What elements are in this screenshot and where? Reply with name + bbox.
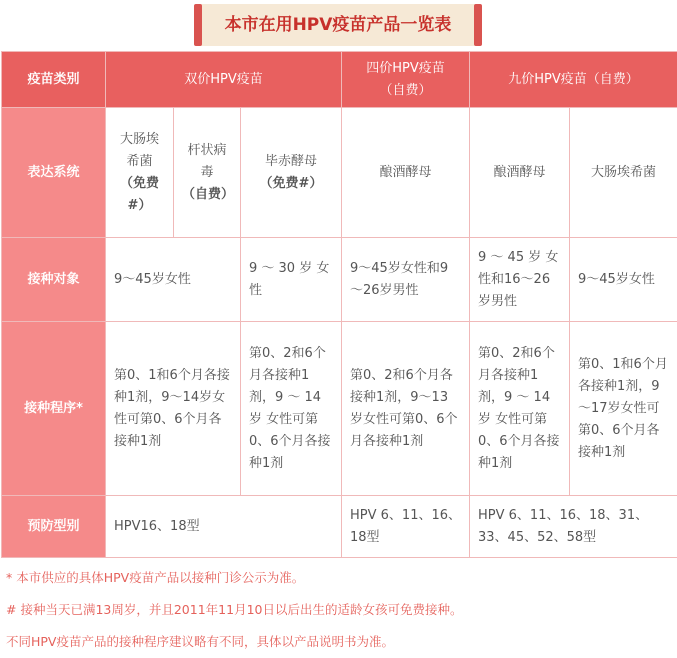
header-quadrivalent-paid: （自费）: [379, 82, 432, 98]
expr-bivalent-2: [174, 108, 241, 238]
target-bivalent-12: 9～45岁女性: [106, 238, 241, 322]
footnote-hash: # 接种当天已满13周岁，并且2011年11月10日以后出生的适龄女孩可免费接种。: [6, 602, 463, 617]
row-label-prevention: 预防型别: [2, 496, 106, 558]
header-quadrivalent-name: 四价HPV疫苗: [366, 60, 445, 76]
expr-b2-paid: （自费）: [182, 186, 235, 202]
expr-nonavalent-1: 酿酒酵母: [470, 108, 570, 238]
target-quadrivalent: 9～45岁女性和9～26岁男性: [342, 238, 470, 322]
banner-left-bar: [194, 4, 202, 46]
row-label-schedule: 接种程序*: [2, 322, 106, 496]
header-row: [2, 52, 677, 108]
schedule-nonavalent-2: 第0、1和6个月各接种1剂，9～17岁女性可第0、6个月各接种1剂: [570, 322, 677, 496]
expr-bivalent-1: [106, 108, 174, 238]
schedule-bivalent-12: 第0、1和6个月各接种1剂，9～14岁女性可第0、6个月各接种1剂: [106, 322, 241, 496]
row-prevention: [2, 496, 677, 558]
header-bivalent: 双价HPV疫苗: [106, 52, 342, 108]
expr-bivalent-3: [241, 108, 342, 238]
prevention-nonavalent: HPV 6、11、16、18、31、33、45、52、58型: [470, 496, 677, 558]
row-schedule: [2, 322, 677, 496]
header-quadrivalent: [342, 52, 470, 108]
target-nonavalent-2: 9～45岁女性: [570, 238, 677, 322]
title-banner: [194, 4, 482, 46]
row-target: [2, 238, 677, 322]
expr-nonavalent-2: 大肠埃希菌: [570, 108, 677, 238]
expr-quadrivalent: 酿酒酵母: [342, 108, 470, 238]
row-expression: [2, 108, 677, 238]
banner-right-bar: [474, 4, 482, 46]
header-category: 疫苗类别: [2, 52, 106, 108]
header-nonavalent: 九价HPV疫苗（自费）: [470, 52, 677, 108]
target-bivalent-3: 9 ～ 30 岁 女性: [241, 238, 342, 322]
schedule-quadrivalent: 第0、2和6个月各接种1剂，9～13岁女性可第0、6个月各接种1剂: [342, 322, 470, 496]
expr-b2-name: 杆状病毒: [187, 142, 227, 180]
footnote-star: * 本市供应的具体HPV疫苗产品以接种门诊公示为准。: [6, 570, 305, 585]
footnote-schedule: 不同HPV疫苗产品的接种程序建议略有不同，具体以产品说明书为准。: [6, 634, 394, 649]
expr-b3-free: （免费#）: [259, 175, 323, 191]
expr-b1-name: 大肠埃希菌: [119, 131, 159, 169]
vaccine-table: [1, 51, 677, 558]
prevention-bivalent: HPV16、18型: [106, 496, 342, 558]
prevention-quadrivalent: HPV 6、11、16、18型: [342, 496, 470, 558]
row-label-target: 接种对象: [2, 238, 106, 322]
expr-b1-free: （免费#）: [119, 175, 159, 213]
schedule-nonavalent-1: 第0、2和6个月各接种1剂，9 ～ 14 岁 女性可第0、6个月各接种1剂: [470, 322, 570, 496]
row-label-expression: 表达系统: [2, 108, 106, 238]
page-title: 本市在用HPV疫苗产品一览表: [224, 15, 452, 35]
expr-b3-name: 毕赤酵母: [265, 153, 318, 169]
schedule-bivalent-3: 第0、2和6个月各接种1剂，9 ～ 14 岁 女性可第0、6个月各接种1剂: [241, 322, 342, 496]
target-nonavalent-1: 9 ～ 45 岁 女性和16～26岁男性: [470, 238, 570, 322]
